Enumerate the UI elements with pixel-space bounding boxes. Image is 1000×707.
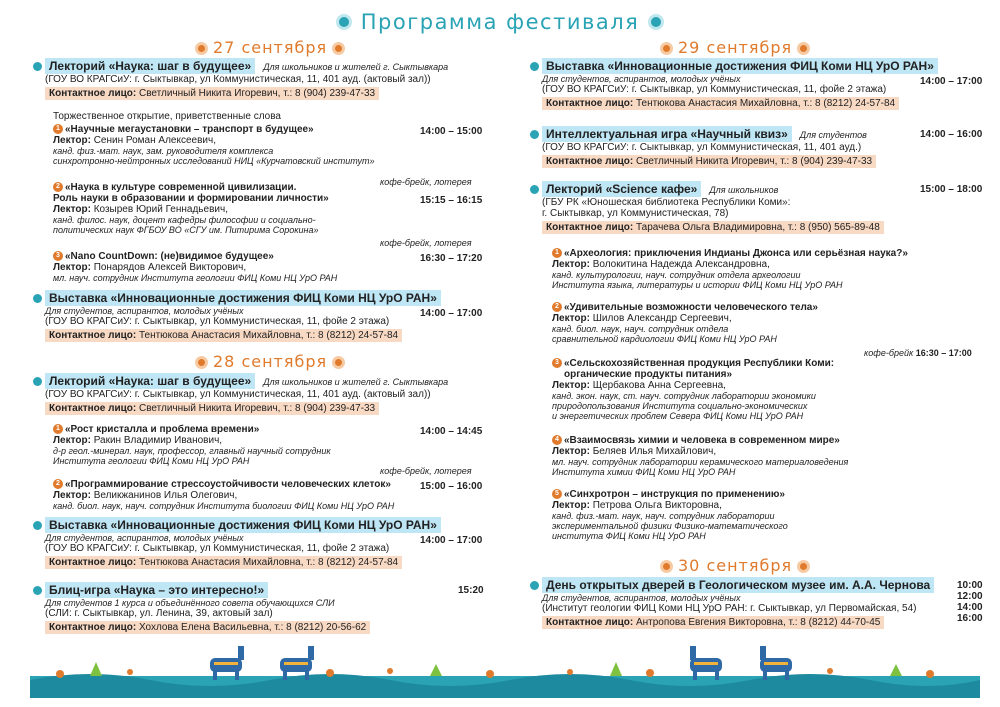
ornament-icon [660,560,673,573]
opening-text: Торжественное открытие, приветственные слова [53,111,281,122]
bullet-icon [33,586,42,595]
lecture-item: 2 «Наука в культуре современной цивилизации. Роль науки в образовании и формировании личности» Лектор: Козырев Юрий Геннадьевич, канд. филос. наук, доцент кафедры философии и социально- политических наук ФГБОУ ВО «СГУ им. Питирима Сорокина» [53,182,329,235]
bullet-icon [530,185,539,194]
ornament-icon [797,560,810,573]
lecture-item: 1 «Археология: приключения Индианы Джонса или серьёзная наука?» Лектор: Волокитина Надежда Александровна, канд. культурологии, науч. сотрудник отдела археологии Института языка, литературы и истории ФИЦ Коми НЦ УрО РАН [552,248,908,290]
event-title: Лекторий «Science кафе» [542,181,701,197]
event-time: 14:00 – 16:00 [920,129,983,140]
lecture-time: 15:00 – 16:00 [420,481,483,492]
lecture-item: 5 «Синхротрон – инструкция по применению» Лектор: Петрова Ольга Викторовна, канд. физ.-мат. наук, науч. сотрудник лаборатории экспериментальной физики Физико-математического института ФИЦ Коми НЦ УрО РАН [552,489,788,541]
event-title: Интеллектуальная игра «Научный квиз» [542,126,792,142]
event-time: 14:00 – 17:00 [420,535,483,546]
ornament-icon [332,42,345,55]
contact-person: Контактное лицо: Тентюкова Анастасия Михайловна, т.: 8 (8212) 24-57-84 [45,329,402,342]
lecture-time: 14:00 – 14:45 [420,426,483,437]
break-note: кофе-брейк 16:30 – 17:00 [864,348,972,358]
ornament-icon [660,42,673,55]
break-note: кофе-брейк, лотерея [380,177,472,187]
event-exhibition-28: Выставка «Инновационные достижения ФИЦ Коми НЦ УрО РАН» Для студентов, аспирантов, молодых учёных (ГОУ ВО КРАГСиУ: г. Сыктывкар, ул Коммунистическая, 11, фойе 2 этажа) Контактное лицо: Тентюкова Анастасия Михайловна, т.: 8 (8212) 24-57-84 [45,517,495,569]
lecture-time: 16:30 – 17:20 [420,253,483,264]
event-science-cafe: Лекторий «Science кафе» Для школьников (ГБУ РК «Юношеская библиотека Республики Коми»: г. Сыктывкар, ул Коммунистическая, 78) Контактное лицо: Тарачева Ольга Владимировна, т.: 8 (950) 565-89-48 [542,181,982,234]
ornament-icon [336,14,352,30]
page-title: Программа фестиваля [0,10,1000,40]
lecture-item: 2 «Удивительные возможности человеческого тела» Лектор: Шилов Александр Сергеевич, канд. биол. наук, науч. сотрудник отдела сравнительной кардиологии ФИЦ Коми НЦ УрО РАН [552,302,818,344]
date-heading-30: 30 сентября [655,556,815,575]
contact-person: Контактное лицо: Тарачева Ольга Владимировна, т.: 8 (950) 565-89-48 [542,221,884,234]
date-heading-28: 28 сентября [190,352,350,371]
event-lecture-27: Лекторий «Наука: шаг в будущее» Для школьников и жителей г. Сыктывкара (ГОУ ВО КРАГСиУ: г. Сыктывкар, ул Коммунистическая, 11, 401 ауд. (актовый зал)) Контактное лицо: Светличный Никита Игоревич, т.: 8 (904) 239-47-33 [45,58,495,100]
lecture-item: 4 «Взаимосвязь химии и человека в современном мире» Лектор: Беляев Илья Михайлович, мл. науч. сотрудник лаборатории керамического материаловедения Института химии ФИЦ Коми НЦ УрО РАН [552,435,849,477]
break-note: кофе-брейк, лотерея [380,238,472,248]
contact-person: Контактное лицо: Антропова Евгения Викторовна, т.: 8 (8212) 44-70-45 [542,616,884,629]
event-lecture-28: Лекторий «Наука: шаг в будущее» Для школьников и жителей г. Сыктывкара (ГОУ ВО КРАГСиУ: г. Сыктывкар, ул Коммунистическая, 11, 401 ауд. (актовый зал)) Контактное лицо: Светличный Никита Игоревич, т.: 8 (904) 239-47-33 [45,373,495,415]
lecture-time: 14:00 – 15:00 [420,126,483,137]
event-title: Лекторий «Наука: шаг в будущее» [45,58,255,74]
event-title: Блиц-игра «Наука – это интересно!» [45,582,268,598]
event-title: Лекторий «Наука: шаг в будущее» [45,373,255,389]
event-exhibition-29: Выставка «Инновационные достижения ФИЦ Коми НЦ УрО РАН» Для студентов, аспирантов, молодых учёных (ГОУ ВО КРАГСиУ: г. Сыктывкар, ул Коммунистическая, 11, фойе 2 этажа) Контактное лицо: Тентюкова Анастасия Михайловна, т.: 8 (8212) 24-57-84 [542,58,982,110]
event-place: (ГОУ ВО КРАГСиУ: г. Сыктывкар, ул Коммунистическая, 11, 401 ауд. (актовый зал)) [45,74,431,85]
event-exhibition-27: Выставка «Инновационные достижения ФИЦ Коми НЦ УрО РАН» Для студентов, аспирантов, молодых учёных (ГОУ ВО КРАГСиУ: г. Сыктывкар, ул Коммунистическая, 11, фойе 2 этажа) Контактное лицо: Тентюкова Анастасия Михайловна, т.: 8 (8212) 24-57-84 [45,290,495,342]
contact-person: Контактное лицо: Тентюкова Анастасия Михайловна, т.: 8 (8212) 24-57-84 [542,97,899,110]
event-title: Выставка «Инновационные достижения ФИЦ Коми НЦ УрО РАН» [542,58,938,74]
contact-person: Контактное лицо: Тентюкова Анастасия Михайловна, т.: 8 (8212) 24-57-84 [45,556,402,569]
event-time: 14:00 – 17:00 [420,308,483,319]
break-note: кофе-брейк, лотерея [380,466,472,476]
event-open-day: День открытых дверей в Геологическом музее им. А.А. Чернова Для студентов, аспирантов, молодых учёных (Институт геологии ФИЦ Коми НЦ УрО РАН: г. Сыктывкар, ул Первомайская, 54) Контактное лицо: Антропова Евгения Викторовна, т.: 8 (8212) 44-70-45 [542,577,982,629]
contact-person: Контактное лицо: Светличный Никита Игоревич, т.: 8 (904) 239-47-33 [45,87,379,100]
event-time: 15:20 [458,585,484,596]
bullet-icon [33,377,42,386]
event-quiz: Интеллектуальная игра «Научный квиз» Для студентов (ГОУ ВО КРАГСиУ: г. Сыктывкар, ул Коммунистическая, 11, 401 ауд.) Контактное лицо: Светличный Никита Игоревич, т.: 8 (904) 239-47-33 [542,126,982,168]
ornament-icon [332,356,345,369]
ornament-icon [797,42,810,55]
ornament-icon [195,356,208,369]
contact-person: Контактное лицо: Хохлова Елена Васильевна, т.: 8 (8212) 20-56-62 [45,621,370,634]
event-title: Выставка «Инновационные достижения ФИЦ Коми НЦ УрО РАН» [45,517,441,533]
lecture-item: 2 «Программирование стрессоустойчивости человеческих клеток» Лектор: Великжанинов Илья Олегович, канд. биол. наук, науч. сотрудник Института биологии ФИЦ Коми НЦ УрО РАН [53,479,395,511]
date-heading-29: 29 сентября [655,38,815,57]
contact-person: Контактное лицо: Светличный Никита Игоревич, т.: 8 (904) 239-47-33 [542,155,876,168]
event-time: 14:00 – 17:00 [920,76,983,87]
date-heading-27: 27 сентября [190,38,350,57]
lecture-item: 1 «Научные мегаустановки – транспорт в будущее» Лектор: Сенин Роман Алексеевич, канд. физ.-мат. наук, зам. руководителя комплекса синхротронно-нейтронных исследований НИЦ «Курчатовский институт» [53,124,375,166]
ornament-icon [195,42,208,55]
contact-person: Контактное лицо: Светличный Никита Игоревич, т.: 8 (904) 239-47-33 [45,402,379,415]
bullet-icon [530,62,539,71]
bullet-icon [33,294,42,303]
lecture-item: 3 «Nano CountDown: (не)видимое будущее» Лектор: Понарядов Алексей Викторович, мл. науч. сотрудник Института геологии ФИЦ Коми НЦ УрО РАН [53,251,338,283]
event-time: 15:00 – 18:00 [920,184,983,195]
event-title: День открытых дверей в Геологическом музее им. А.А. Чернова [542,577,934,593]
bullet-icon [33,521,42,530]
bullet-icon [530,581,539,590]
bullet-icon [33,62,42,71]
footer-ornament [30,640,980,698]
lecture-item: 1 «Рост кристалла и проблема времени» Лектор: Ракин Владимир Иванович, д-р геол.-минерал. наук, профессор, главный научный сотрудник Института геологии ФИЦ Коми НЦ УрО РАН [53,424,331,466]
lecture-item: 3 «Сельскохозяйственная продукция Республики Коми: органические продукты питания» Лектор: Щербакова Анна Сергеевна, канд. экон. наук, ст. науч. сотрудник лаборатории экономики природопользования Института социально-экономических и энергетических проблем Севера ФИЦ Коми НЦ УрО РАН [552,358,835,421]
ornament-icon [648,14,664,30]
event-times: 10:00 12:00 14:00 16:00 [957,580,983,624]
event-title: Выставка «Инновационные достижения ФИЦ Коми НЦ УрО РАН» [45,290,441,306]
bullet-icon [530,130,539,139]
event-blitz-game: Блиц-игра «Наука – это интересно!» Для студентов 1 курса и объединённого совета обучающихся СЛИ (СЛИ: г. Сыктывкар, ул. Ленина, 39, актовый зал) Контактное лицо: Хохлова Елена Васильевна, т.: 8 (8212) 20-56-62 [45,582,495,634]
lecture-time: 15:15 – 16:15 [420,195,483,206]
